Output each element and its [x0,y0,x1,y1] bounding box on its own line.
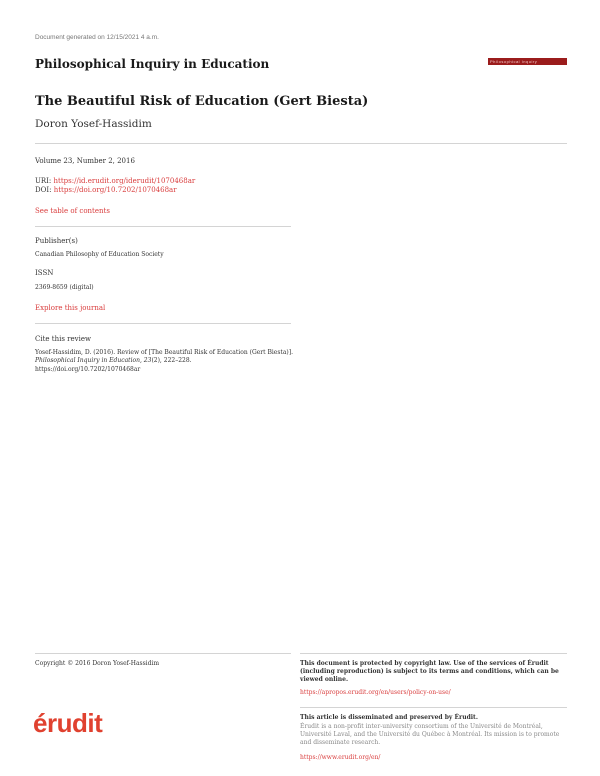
uri-line [35,177,195,185]
divider [35,323,291,324]
policy-link[interactable]: https://apropos.erudit.org/en/users/policy-on-use/ [300,689,451,696]
explore-journal-link[interactable]: Explore this journal [35,304,106,312]
citation-part1: Yosef-Hassidim, D. (2016). Review of [The Beautiful Risk of Education (Gert Biesta)]. [35,349,294,356]
copyright-notice: Copyright © 2016 Doron Yosef-Hassidim [35,660,160,667]
publisher-heading: Publisher(s) [35,237,78,245]
divider [35,226,291,227]
doi-label: DOI: [35,186,52,194]
issn-heading: ISSN [35,269,54,277]
journal-banner [488,58,567,65]
dissemination-text: Érudit is a non-profit inter-university consortium of the Université de Montréal, Université Laval, and the Université du Québec à Montréal. Its mission is to promote and disseminate research. [300,723,560,746]
doi-line [35,186,177,194]
dissemination-heading: This article is disseminated and preserved by Érudit. [300,714,478,721]
erudit-logo: érudit [33,708,103,738]
uri-link[interactable]: https://id.erudit.org/iderudit/1070468ar [53,177,196,185]
cite-heading: Cite this review [35,335,91,343]
table-of-contents-link[interactable]: See table of contents [35,207,110,215]
erudit-link[interactable]: https://www.erudit.org/en/ [300,754,381,761]
doi-link[interactable]: https://doi.org/10.7202/1070468ar [53,186,177,194]
divider [300,653,567,654]
issn-value: 2369-8659 (digital) [35,284,94,291]
journal-banner-text: Philosophical Inquiry [490,59,538,64]
citation-part2: (2), 222–228. [151,357,192,365]
generated-date: Document generated on 12/15/2021 4 a.m. [35,34,159,41]
divider [300,707,567,708]
citation-journal: Philosophical Inquiry in Education, 23 [35,357,152,365]
copyright-protection-text [300,660,562,684]
article-author: Doron Yosef-Hassidim [35,118,152,130]
publisher-value: Canadian Philosophy of Education Society [35,251,164,258]
article-title: The Beautiful Risk of Education (Gert Biesta) [35,94,369,109]
uri-label: URI: [35,177,52,185]
divider [35,143,567,144]
journal-name: Philosophical Inquiry in Education [35,57,270,71]
divider [35,653,291,654]
volume-info: Volume 23, Number 2, 2016 [35,157,135,165]
protection-statement: This document is protected by copyright law. Use of the services of Érudit (including reproduction) is subject to its terms and conditions, which can be viewed online. [300,660,559,683]
citation-text [35,349,297,374]
citation-doi: https://doi.org/10.7202/1070468ar [35,365,141,373]
